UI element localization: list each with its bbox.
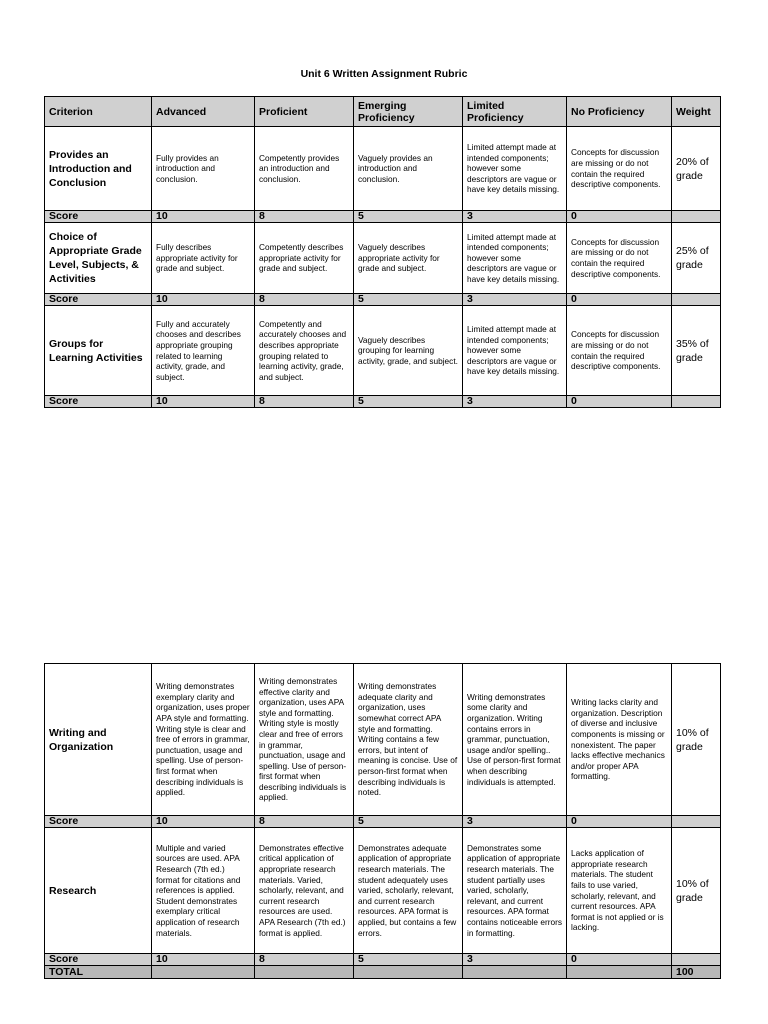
emerging-descriptor: Writing demonstrates adequate clarity and organization, uses somewhat correct APA style and formatting. Writing contains a few errors, but intent of meaning is concise. Use of person-first format when describing individuals is noted. [354,664,463,816]
score-weight-empty [672,954,721,966]
criterion-row [45,828,721,954]
limited-descriptor: Limited attempt made at intended components; however some descriptors are vague or have key details missing. [463,223,567,294]
no-proficiency-descriptor: Writing lacks clarity and organization. Description of diverse and inclusive components is missing or nonexistent. The paper lacks effective mechanics and/or proper APA formatting. [567,664,672,816]
score-row [45,954,721,966]
header-limited-proficiency: Limited Proficiency [463,97,567,127]
no-proficiency-descriptor: Concepts for discussion are missing or do not contain the required descriptive components. [567,306,672,396]
header-criterion: Criterion [45,97,152,127]
score-advanced: 10 [152,816,255,828]
proficient-descriptor: Competently describes appropriate activity for grade and subject. [255,223,354,294]
score-emerging: 5 [354,816,463,828]
score-proficient: 8 [255,816,354,828]
criterion-row [45,127,721,211]
proficient-descriptor: Demonstrates effective critical application of appropriate research materials. Varied, scholarly, relevant, and current research resources are used. APA Research (7th ed.) format is applied. [255,828,354,954]
score-emerging: 5 [354,954,463,966]
score-advanced: 10 [152,954,255,966]
score-limited: 3 [463,294,567,306]
score-advanced: 10 [152,294,255,306]
header-row [45,97,721,127]
score-proficient: 8 [255,211,354,223]
criterion-name: Choice of Appropriate Grade Level, Subjects, & Activities [45,223,152,294]
score-emerging: 5 [354,211,463,223]
criterion-name: Provides an Introduction and Conclusion [45,127,152,211]
score-none: 0 [567,396,672,408]
advanced-descriptor: Multiple and varied sources are used. APA Research (7th ed.) format for citations and references is applied. Student demonstrates exemplary critical application of research materials. [152,828,255,954]
limited-descriptor: Demonstrates some application of appropriate research materials. The student partially uses varied, scholarly, relevant, and current resources. APA format contains noticeable errors in formatting. [463,828,567,954]
rubric-table-part-1 [44,96,721,408]
criterion-name: Writing and Organization [45,664,152,816]
advanced-descriptor: Fully provides an introduction and conclusion. [152,127,255,211]
score-limited: 3 [463,816,567,828]
score-emerging: 5 [354,294,463,306]
score-proficient: 8 [255,396,354,408]
score-none: 0 [567,294,672,306]
weight-value: 20% of grade [672,127,721,211]
proficient-descriptor: Competently and accurately chooses and describes appropriate grouping related to learning activity, grade, and subject. [255,306,354,396]
score-none: 0 [567,816,672,828]
score-label: Score [45,954,152,966]
advanced-descriptor: Writing demonstrates exemplary clarity and organization, uses proper APA style and formatting. Writing style is clear and free of errors in grammar, punctuation, usage and spelling. Use of person-first format when describing individuals is applied. [152,664,255,816]
score-limited: 3 [463,954,567,966]
score-weight-empty [672,396,721,408]
total-empty [567,966,672,979]
criterion-row [45,306,721,396]
emerging-descriptor: Vaguely describes appropriate activity for grade and subject. [354,223,463,294]
emerging-descriptor: Vaguely describes grouping for learning activity, grade, and subject. [354,306,463,396]
advanced-descriptor: Fully describes appropriate activity for grade and subject. [152,223,255,294]
score-weight-empty [672,294,721,306]
score-advanced: 10 [152,211,255,223]
weight-value: 10% of grade [672,828,721,954]
criterion-name: Research [45,828,152,954]
emerging-descriptor: Demonstrates adequate application of appropriate research materials. The student adequately uses varied, scholarly, relevant, and current research resources. APA format is applied, but contains a few errors. [354,828,463,954]
score-row [45,396,721,408]
total-empty [152,966,255,979]
score-emerging: 5 [354,396,463,408]
no-proficiency-descriptor: Lacks application of appropriate research materials. The student fails to use varied, scholarly, relevant, and current resources. APA format is not applied or is lacking. [567,828,672,954]
limited-descriptor: Limited attempt made at intended components; however some descriptors are vague or have key details missing. [463,127,567,211]
score-label: Score [45,396,152,408]
header-proficient: Proficient [255,97,354,127]
no-proficiency-descriptor: Concepts for discussion are missing or do not contain the required descriptive components. [567,223,672,294]
score-proficient: 8 [255,954,354,966]
header-no-proficiency: No Proficiency [567,97,672,127]
score-weight-empty [672,211,721,223]
weight-value: 10% of grade [672,664,721,816]
emerging-descriptor: Vaguely provides an introduction and conclusion. [354,127,463,211]
header-emerging-proficiency: Emerging Proficiency [354,97,463,127]
criterion-name: Groups for Learning Activities [45,306,152,396]
score-limited: 3 [463,396,567,408]
score-label: Score [45,816,152,828]
criterion-row [45,664,721,816]
total-value: 100 [672,966,721,979]
score-label: Score [45,211,152,223]
header-advanced: Advanced [152,97,255,127]
total-empty [463,966,567,979]
total-label: TOTAL [45,966,152,979]
limited-descriptor: Limited attempt made at intended components; however some descriptors are vague or have key details missing. [463,306,567,396]
proficient-descriptor: Competently provides an introduction and conclusion. [255,127,354,211]
total-empty [255,966,354,979]
proficient-descriptor: Writing demonstrates effective clarity and organization, uses APA style and formatting. Writing style is mostly clear and free of errors in grammar, punctuation, usage and spelling. Use of person-first format when describing individuals is applied. [255,664,354,816]
document-title: Unit 6 Written Assignment Rubric [300,68,468,80]
score-none: 0 [567,954,672,966]
score-weight-empty [672,816,721,828]
score-row [45,294,721,306]
total-empty [354,966,463,979]
advanced-descriptor: Fully and accurately chooses and describes appropriate grouping related to learning activity, grade, and subject. [152,306,255,396]
limited-descriptor: Writing demonstrates some clarity and organization. Writing contains errors in grammar, punctuation, usage and/or spelling.. Use of person-first format when describing individuals is attempted. [463,664,567,816]
score-limited: 3 [463,211,567,223]
weight-value: 25% of grade [672,223,721,294]
criterion-row [45,223,721,294]
score-label: Score [45,294,152,306]
weight-value: 35% of grade [672,306,721,396]
no-proficiency-descriptor: Concepts for discussion are missing or do not contain the required descriptive components. [567,127,672,211]
score-row [45,211,721,223]
score-advanced: 10 [152,396,255,408]
header-weight: Weight [672,97,721,127]
score-row [45,816,721,828]
rubric-table-part-2 [44,663,721,979]
score-proficient: 8 [255,294,354,306]
score-none: 0 [567,211,672,223]
total-row [45,966,721,979]
